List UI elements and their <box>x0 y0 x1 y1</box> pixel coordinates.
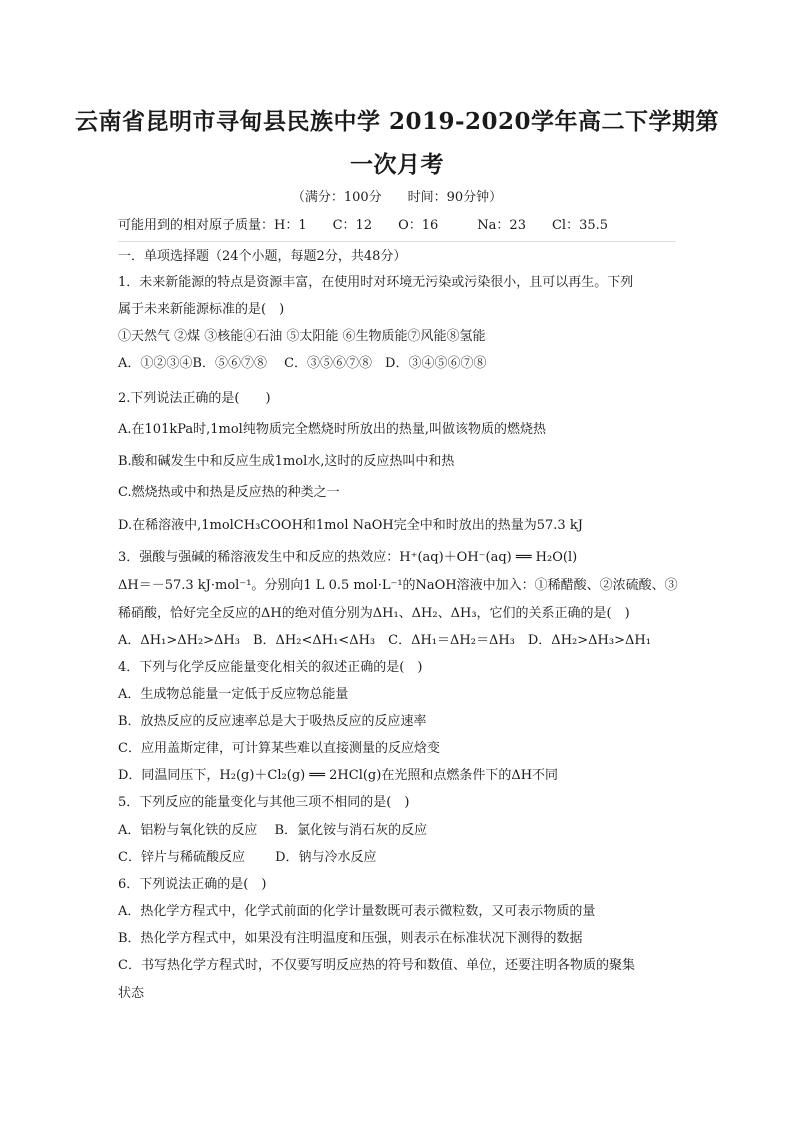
section-heading: 一．单项选择题（24个小题，每题2分，共48分） <box>118 249 407 264</box>
question-5-stem: 5．下列反应的能量变化与其他三项不相同的是( ) <box>118 795 410 810</box>
question-6-stem: 6．下列说法正确的是( ) <box>118 877 267 892</box>
question-1-items: ①天然气 ②煤 ③核能④石油 ⑤太阳能 ⑥生物质能⑦风能⑧氢能 <box>118 329 486 344</box>
exam-title-line2: 一次月考 <box>350 151 444 178</box>
question-4-option-a: A．生成物总能量一定低于反应物总能量 <box>118 687 349 702</box>
question-2-option-b: B.酸和碱发生中和反应生成1mol水,这时的反应热叫中和热 <box>118 454 455 469</box>
question-1-stem-cont: 属于未来新能源标准的是( ) <box>118 302 285 317</box>
question-2-stem: 2.下列说法正确的是( ) <box>118 391 271 406</box>
divider <box>118 241 676 242</box>
question-6-option-b: B．热化学方程式中，如果没有注明温度和压强，则表示在标准状况下测得的数据 <box>118 931 583 946</box>
question-6-option-c: C．书写热化学方程式时，不仅要写明反应热的符号和数值、单位，还要注明各物质的聚集 <box>118 958 635 973</box>
question-6-option-a: A．热化学方程式中，化学式前面的化学计量数既可表示微粒数，又可表示物质的量 <box>118 904 596 919</box>
question-5-options-cd: C．锌片与稀硫酸反应 D．钠与冷水反应 <box>118 850 377 865</box>
question-6-option-c-cont: 状态 <box>118 986 145 1001</box>
question-2-option-a: A.在101kPa时,1mol纯物质完全燃烧时所放出的热量,叫做该物质的燃烧热 <box>118 422 546 437</box>
question-1-options: A．①②③④B．⑤⑥⑦⑧ C．③⑤⑥⑦⑧ D．③④⑤⑥⑦⑧ <box>118 356 487 371</box>
question-3-stem: 3．强酸与强碱的稀溶液发生中和反应的热效应：H⁺(aq)＋OH⁻(aq) ══ H₂O(l) <box>118 550 578 565</box>
question-4-stem: 4．下列与化学反应能量变化相关的叙述正确的是( ) <box>118 660 423 675</box>
exam-title-line1: 云南省昆明市寻甸县民族中学 2019-2020学年高二下学期第 <box>74 108 720 135</box>
question-2-option-c: C.燃烧热或中和热是反应热的种类之一 <box>118 485 340 500</box>
question-4-option-b: B．放热反应的反应速率总是大于吸热反应的反应速率 <box>118 714 427 729</box>
question-4-option-d: D．同温同压下，H₂(g)＋Cl₂(g) ══ 2HCl(g)在光照和点燃条件下的ΔH不同 <box>118 768 559 783</box>
exam-subtitle: （满分：100分 时间：90分钟） <box>291 190 503 205</box>
question-3-stem-cont: ΔH＝－57.3 kJ·mol⁻¹。分别向1 L 0.5 mol·L⁻¹的NaOH溶液中加入：①稀醋酸、②浓硫酸、③ <box>118 578 678 593</box>
question-1-stem: 1．未来新能源的特点是资源丰富，在使用时对环境无污染或污染很小，且可以再生。下列 <box>118 275 634 290</box>
question-5-options-ab: A．铝粉与氧化铁的反应 B．氯化铵与消石灰的反应 <box>118 823 428 838</box>
question-3-options: A．ΔH₁>ΔH₂>ΔH₃ B．ΔH₂<ΔH₁<ΔH₃ C．ΔH₁＝ΔH₂＝ΔH₃ D．ΔH₂>ΔH₃>ΔH₁ <box>118 633 651 648</box>
atomic-mass-line: 可能用到的相对原子质量：H：1 C：12 O：16 Na：23 Cl：35.5 <box>118 218 609 233</box>
question-4-option-c: C．应用盖斯定律，可计算某些难以直接测量的反应焓变 <box>118 741 440 756</box>
question-3-stem-cont2: 稀硝酸，恰好完全反应的ΔH的绝对值分别为ΔH₁、ΔH₂、ΔH₃，它们的关系正确的是( ) <box>118 606 630 621</box>
question-2-option-d: D.在稀溶液中,1molCH₃COOH和1mol NaOH完全中和时放出的热量为57.3 kJ <box>118 518 583 533</box>
